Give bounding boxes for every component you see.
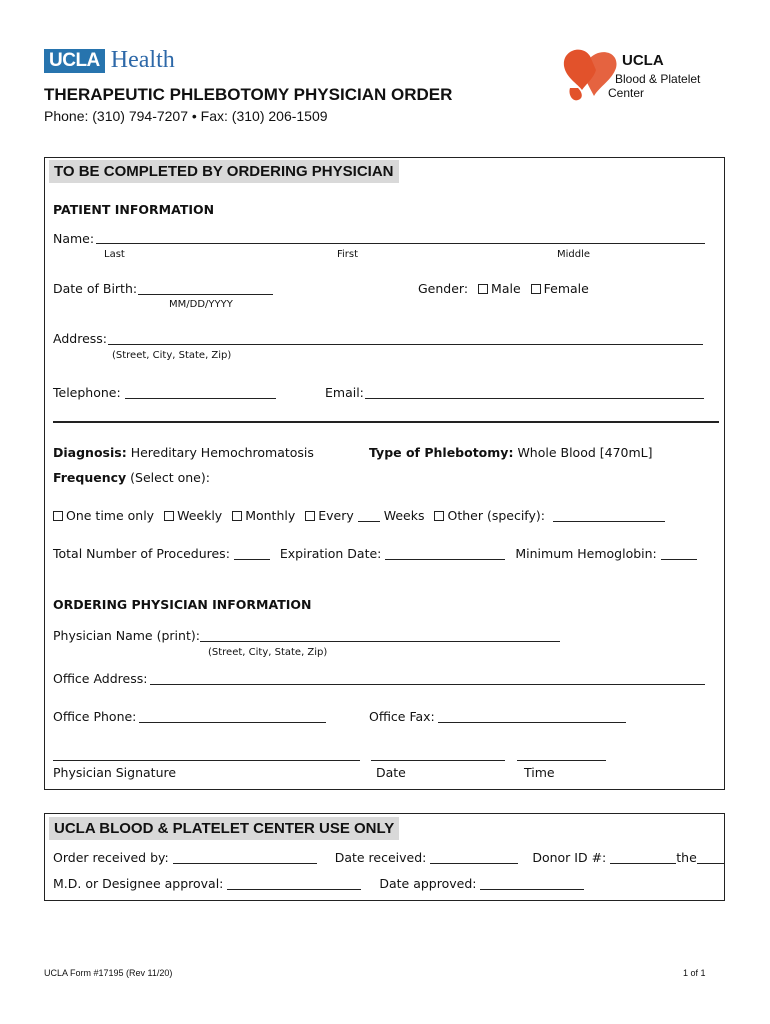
frequency-options — [53, 508, 665, 523]
signature-label: Physician Signature — [53, 765, 177, 780]
expiration-field[interactable] — [385, 559, 505, 560]
frequency-label: Frequency — [53, 470, 127, 485]
freq-monthly-checkbox[interactable] — [232, 511, 242, 521]
center-logo-line2: Center — [608, 86, 645, 100]
form-title: THERAPEUTIC PHLEBOTOMY PHYSICIAN ORDER — [44, 85, 453, 104]
freq-weeks-label: Weeks — [383, 508, 425, 523]
physician-name-field[interactable] — [200, 641, 560, 642]
office-fax-field[interactable] — [438, 722, 626, 723]
office-phone-label: Office Phone: — [53, 709, 137, 724]
gender-male-checkbox[interactable] — [478, 284, 488, 294]
email-field[interactable] — [365, 398, 704, 399]
signature-time-field[interactable] — [517, 760, 606, 761]
gender-female-label: Female — [543, 281, 589, 296]
frequency-hint: (Select one): — [130, 470, 210, 485]
physician-name-label: Physician Name (print): — [53, 628, 200, 643]
form-number: UCLA Form #17195 (Rev 11/20) — [44, 968, 173, 978]
donor-id-label: Donor ID #: — [532, 850, 607, 865]
dob-field[interactable] — [138, 294, 273, 295]
expiration-label: Expiration Date: — [279, 546, 382, 561]
order-received-field[interactable] — [173, 863, 317, 864]
signature-date-label: Date — [376, 765, 406, 780]
name-sub-middle: Middle — [557, 249, 591, 260]
address-hint: (Street, City, State, Zip) — [112, 350, 232, 361]
diagnosis-value: Hereditary Hemochromatosis — [130, 445, 314, 460]
date-approved-field[interactable] — [480, 889, 584, 890]
freq-every-weeks-field[interactable] — [358, 521, 380, 522]
freq-every-checkbox[interactable] — [305, 511, 315, 521]
freq-every-label: Every — [318, 508, 354, 523]
freq-other-label: Other (specify): — [447, 508, 545, 523]
freq-one-time-checkbox[interactable] — [53, 511, 63, 521]
dob-label: Date of Birth: — [53, 281, 138, 296]
freq-other-field[interactable] — [553, 521, 665, 522]
center-logo-ucla: UCLA — [622, 52, 664, 69]
office-phone-field[interactable] — [139, 722, 326, 723]
phlebotomy-type-value: Whole Blood [470mL] — [517, 445, 653, 460]
donor-id-suffix: the — [676, 850, 697, 865]
date-received-field[interactable] — [430, 863, 518, 864]
total-procedures-field[interactable] — [234, 559, 270, 560]
dob-format: MM/DD/YYYY — [169, 299, 233, 310]
date-approved-label: Date approved: — [379, 876, 477, 891]
gender-label: Gender: — [418, 281, 469, 296]
freq-one-time-label: One time only — [66, 508, 155, 523]
section-divider — [53, 421, 719, 423]
email-label: Email: — [325, 385, 364, 400]
address-label: Address: — [53, 331, 107, 346]
office-address-field[interactable] — [150, 684, 705, 685]
md-approval-label: M.D. or Designee approval: — [53, 876, 224, 891]
office-fax-label: Office Fax: — [369, 709, 435, 724]
freq-weekly-checkbox[interactable] — [164, 511, 174, 521]
patient-info-heading: PATIENT INFORMATION — [53, 202, 215, 217]
name-field[interactable] — [96, 243, 705, 244]
md-approval-line — [53, 876, 584, 891]
physician-section-header: TO BE COMPLETED BY ORDERING PHYSICIAN — [49, 160, 399, 183]
telephone-field[interactable] — [125, 398, 276, 399]
md-approval-field[interactable] — [227, 889, 361, 890]
freq-weekly-label: Weekly — [177, 508, 223, 523]
signature-field[interactable] — [53, 760, 360, 761]
total-procedures-label: Total Number of Procedures: — [53, 546, 230, 561]
physician-address-hint: (Street, City, State, Zip) — [208, 647, 328, 658]
center-logo-line1: Blood & Platelet — [615, 72, 701, 86]
ucla-logo-box: UCLA — [44, 49, 105, 73]
gender-male-label: Male — [491, 281, 521, 296]
name-sub-last: Last — [104, 249, 125, 260]
frequency-line — [53, 470, 210, 485]
date-received-label: Date received: — [334, 850, 427, 865]
order-received-label: Order received by: — [53, 850, 169, 865]
health-logo-word: Health — [110, 47, 175, 73]
gender-female-checkbox[interactable] — [531, 284, 541, 294]
freq-monthly-label: Monthly — [245, 508, 296, 523]
signature-time-label: Time — [524, 765, 555, 780]
order-received-line — [53, 850, 725, 865]
diagnosis-label: Diagnosis: — [53, 445, 127, 460]
name-sub-first: First — [337, 249, 359, 260]
procedures-line — [53, 546, 697, 561]
name-label: Name: — [53, 231, 95, 246]
donor-id-field[interactable] — [610, 863, 676, 864]
page-number: 1 of 1 — [683, 968, 706, 978]
phone-fax-line: Phone: (310) 794-7207 • Fax: (310) 206-1509 — [44, 108, 328, 124]
office-address-label: Office Address: — [53, 671, 148, 686]
telephone-label: Telephone: — [53, 385, 121, 400]
phlebotomy-type-label: Type of Phlebotomy: — [369, 445, 514, 460]
address-field[interactable] — [108, 344, 703, 345]
ordering-physician-heading: ORDERING PHYSICIAN INFORMATION — [53, 597, 312, 612]
signature-date-field[interactable] — [371, 760, 505, 761]
ucla-health-logo — [44, 47, 175, 74]
gender-group — [418, 281, 589, 296]
phlebotomy-type-line — [369, 445, 653, 460]
diagnosis-line — [53, 445, 314, 460]
center-use-header: UCLA BLOOD & PLATELET CENTER USE ONLY — [49, 817, 399, 840]
freq-other-checkbox[interactable] — [434, 511, 444, 521]
blood-platelet-center-logo — [560, 48, 710, 104]
min-hemoglobin-label: Minimum Hemoglobin: — [515, 546, 657, 561]
min-hemoglobin-field[interactable] — [661, 559, 697, 560]
donor-id-suffix-field[interactable] — [697, 863, 725, 864]
